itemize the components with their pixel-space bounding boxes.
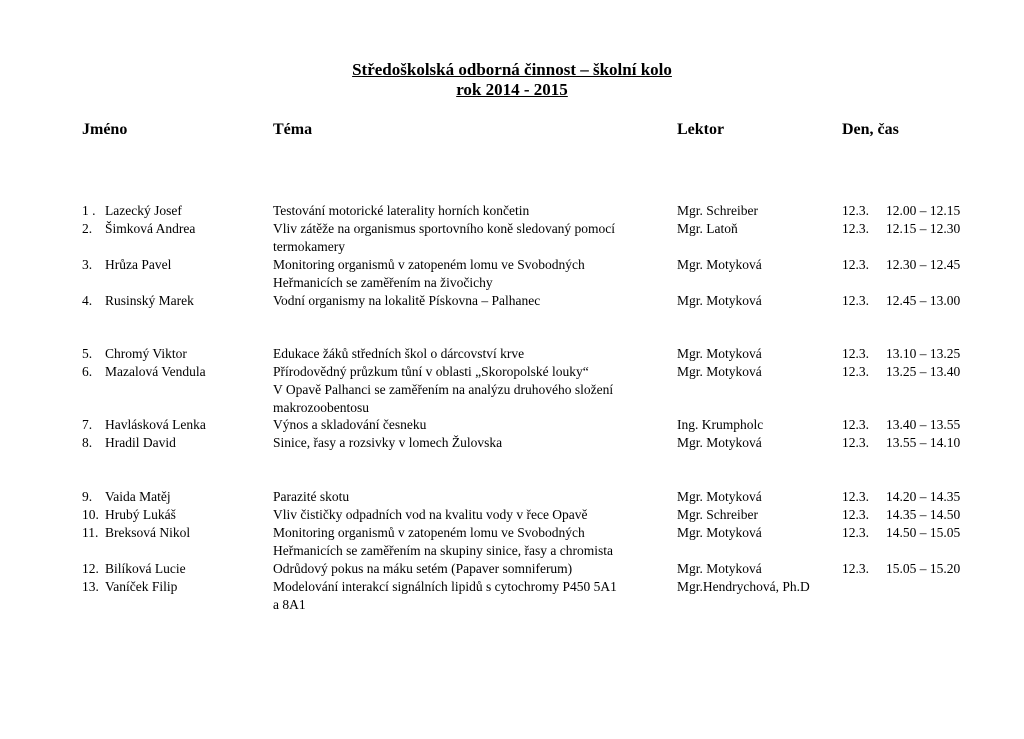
lector-name: Ing. Krumpholc — [677, 417, 764, 432]
topic-line: termokamery — [273, 239, 345, 254]
row-number: 6. — [82, 364, 93, 379]
lector-name: Mgr.Hendrychová, Ph.D — [677, 579, 810, 594]
topic-cell — [273, 524, 613, 560]
lector-name: Mgr. Schreiber — [677, 203, 758, 218]
topic-line: Výnos a skladování česneku — [273, 417, 427, 432]
day-value: 12.3. — [842, 293, 869, 308]
day-value: 12.3. — [842, 561, 869, 576]
row-number: 4. — [82, 293, 93, 308]
student-name: Hrubý Lukáš — [105, 507, 176, 522]
day-value: 12.3. — [842, 417, 869, 432]
row-number: 8. — [82, 435, 93, 450]
row-number: 9. — [82, 489, 93, 504]
student-name: Mazalová Vendula — [105, 364, 206, 379]
topic-line: Modelování interakcí signálních lipidů s cytochromy P450 5A1 — [273, 579, 617, 594]
topic-cell — [273, 506, 588, 524]
topic-line: Sinice, řasy a rozsivky v lomech Žulovska — [273, 435, 503, 450]
day-value: 12.3. — [842, 203, 869, 218]
document-title: Středoškolská odborná činnost – školní kolo — [352, 60, 672, 79]
time-value: 13.40 – 13.55 — [886, 417, 961, 432]
topic-line: Parazité skotu — [273, 489, 350, 504]
time-value: 14.35 – 14.50 — [886, 507, 961, 522]
student-name: Vaida Matěj — [105, 489, 171, 504]
day-value: 12.3. — [842, 221, 869, 236]
lector-name: Mgr. Motyková — [677, 525, 762, 540]
row-number: 1 . — [82, 203, 96, 218]
lector-name: Mgr. Motyková — [677, 489, 762, 504]
time-value: 13.25 – 13.40 — [886, 364, 961, 379]
topic-line: Edukace žáků středních škol o dárcovství krve — [273, 346, 525, 361]
time-value: 12.15 – 12.30 — [886, 221, 961, 236]
topic-line: Vliv čističky odpadních vod na kvalitu vody v řece Opavě — [273, 507, 588, 522]
lector-name: Mgr. Schreiber — [677, 507, 758, 522]
time-value: 12.00 – 12.15 — [886, 203, 961, 218]
row-number: 10. — [82, 507, 99, 522]
row-number: 13. — [82, 579, 99, 594]
row-number: 3. — [82, 257, 93, 272]
header-topic: Téma — [273, 121, 313, 138]
time-value: 13.10 – 13.25 — [886, 346, 961, 361]
topic-cell — [273, 363, 613, 417]
student-name: Breksová Nikol — [105, 525, 191, 540]
day-value: 12.3. — [842, 346, 869, 361]
time-value: 14.50 – 15.05 — [886, 525, 961, 540]
topic-cell — [273, 256, 585, 292]
time-value: 13.55 – 14.10 — [886, 435, 961, 450]
time-value: 15.05 – 15.20 — [886, 561, 961, 576]
topic-line: makrozoobentosu — [273, 400, 369, 415]
time-value: 12.45 – 13.00 — [886, 293, 961, 308]
document-subtitle: rok 2014 - 2015 — [456, 80, 568, 99]
day-value: 12.3. — [842, 489, 869, 504]
lector-name: Mgr. Latoň — [677, 221, 738, 236]
topic-line: V Opavě Palhanci se zaměřením na analýzu druhového složení — [273, 382, 614, 397]
student-name: Hrůza Pavel — [105, 257, 172, 272]
student-name: Hradil David — [105, 435, 176, 450]
lector-name: Mgr. Motyková — [677, 257, 762, 272]
topic-line: Odrůdový pokus na máku setém (Papaver somniferum) — [273, 561, 573, 576]
day-value: 12.3. — [842, 507, 869, 522]
header-lector: Lektor — [677, 121, 725, 138]
lector-name: Mgr. Motyková — [677, 435, 762, 450]
header-name: Jméno — [82, 121, 128, 138]
student-name: Šimková Andrea — [105, 221, 196, 236]
student-name: Chromý Viktor — [105, 346, 187, 361]
lector-name: Mgr. Motyková — [677, 346, 762, 361]
topic-line: Vodní organismy na lokalitě Pískovna – Palhanec — [273, 293, 541, 308]
day-value: 12.3. — [842, 364, 869, 379]
topic-cell — [273, 578, 617, 614]
topic-line: Přírodovědný průzkum tůní v oblasti „Skoropolské louky“ — [273, 364, 589, 379]
topic-cell — [273, 345, 524, 363]
lector-name: Mgr. Motyková — [677, 364, 762, 379]
topic-line: Testování motorické laterality horních končetin — [273, 203, 530, 218]
row-number: 11. — [82, 525, 99, 540]
row-number: 7. — [82, 417, 93, 432]
topic-line: Monitoring organismů v zatopeném lomu ve Svobodných — [273, 525, 585, 540]
lector-name: Mgr. Motyková — [677, 561, 762, 576]
topic-line: Vliv zátěže na organismus sportovního koně sledovaný pomocí — [273, 221, 616, 236]
topic-cell — [273, 488, 349, 506]
day-value: 12.3. — [842, 257, 869, 272]
topic-cell — [273, 434, 502, 452]
topic-line: Monitoring organismů v zatopeném lomu ve Svobodných — [273, 257, 585, 272]
topic-cell — [273, 202, 529, 220]
student-name: Bilíková Lucie — [105, 561, 186, 576]
student-name: Vaníček Filip — [105, 579, 178, 594]
time-value: 12.30 – 12.45 — [886, 257, 961, 272]
topic-cell — [273, 220, 615, 256]
row-number: 2. — [82, 221, 93, 236]
lector-name: Mgr. Motyková — [677, 293, 762, 308]
row-number: 5. — [82, 346, 93, 361]
student-name: Havlásková Lenka — [105, 417, 206, 432]
day-value: 12.3. — [842, 525, 869, 540]
topic-cell — [273, 560, 572, 578]
student-name: Rusinský Marek — [105, 293, 194, 308]
time-value: 14.20 – 14.35 — [886, 489, 961, 504]
header-time: Den, čas — [842, 121, 899, 138]
topic-line: Heřmanicích se zaměřením na živočichy — [273, 275, 493, 290]
student-name: Lazecký Josef — [105, 203, 182, 218]
topic-cell — [273, 416, 426, 434]
topic-line: a 8A1 — [273, 597, 306, 612]
row-number: 12. — [82, 561, 99, 576]
topic-line: Heřmanicích se zaměřením na skupiny sinice, řasy a chromista — [273, 543, 614, 558]
topic-cell — [273, 292, 540, 310]
day-value: 12.3. — [842, 435, 869, 450]
